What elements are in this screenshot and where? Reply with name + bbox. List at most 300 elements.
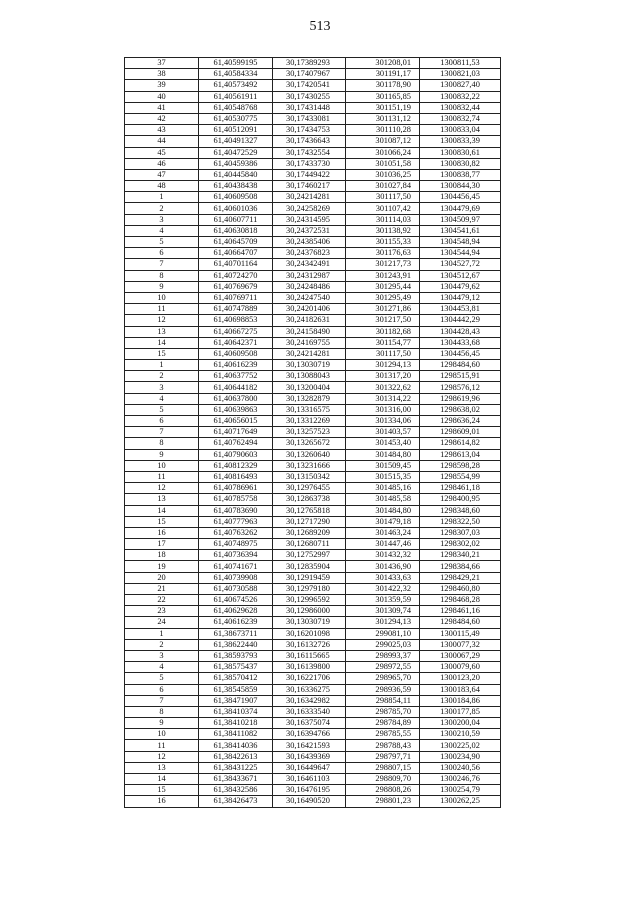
table-row [125, 796, 501, 807]
latitude-cell: 61,40730588 [199, 583, 273, 594]
point-number-cell: 15 [125, 516, 199, 527]
table-row [125, 785, 501, 796]
point-number-cell: 20 [125, 572, 199, 583]
point-number-cell: 1 [125, 360, 199, 371]
x-coordinate-cell: 301334,06 [346, 416, 420, 427]
x-coordinate-cell: 298788,43 [346, 740, 420, 751]
y-coordinate-cell: 1300833,39 [420, 136, 501, 147]
longitude-cell: 30,16221706 [273, 673, 346, 684]
y-coordinate-cell: 1304456,45 [420, 192, 501, 203]
table-row [125, 505, 501, 516]
longitude-cell: 30,13150342 [273, 471, 346, 482]
x-coordinate-cell: 301485,16 [346, 483, 420, 494]
latitude-cell: 61,40783690 [199, 505, 273, 516]
longitude-cell: 30,13088043 [273, 371, 346, 382]
longitude-cell: 30,16394766 [273, 729, 346, 740]
table-row [125, 595, 501, 606]
latitude-cell: 61,38575437 [199, 662, 273, 673]
longitude-cell: 30,24214281 [273, 192, 346, 203]
point-number-cell: 43 [125, 125, 199, 136]
table-row [125, 304, 501, 315]
y-coordinate-cell: 1298576,12 [420, 382, 501, 393]
longitude-cell: 30,24314595 [273, 214, 346, 225]
y-coordinate-cell: 1300827,40 [420, 80, 501, 91]
longitude-cell: 30,12717290 [273, 516, 346, 527]
y-coordinate-cell: 1298636,24 [420, 416, 501, 427]
x-coordinate-cell: 301217,50 [346, 315, 420, 326]
latitude-cell: 61,38422613 [199, 751, 273, 762]
table-row [125, 136, 501, 147]
table-row [125, 684, 501, 695]
x-coordinate-cell: 301243,91 [346, 270, 420, 281]
y-coordinate-cell: 1298619,96 [420, 393, 501, 404]
longitude-cell: 30,17460217 [273, 181, 346, 192]
y-coordinate-cell: 1298515,91 [420, 371, 501, 382]
y-coordinate-cell: 1300832,22 [420, 91, 501, 102]
y-coordinate-cell: 1300833,04 [420, 125, 501, 136]
point-number-cell: 2 [125, 203, 199, 214]
latitude-cell: 61,40530775 [199, 113, 273, 124]
point-number-cell: 5 [125, 673, 199, 684]
y-coordinate-cell: 1298468,28 [420, 595, 501, 606]
table-row [125, 494, 501, 505]
point-number-cell: 10 [125, 729, 199, 740]
x-coordinate-cell: 298785,70 [346, 706, 420, 717]
point-number-cell: 6 [125, 684, 199, 695]
point-number-cell: 21 [125, 583, 199, 594]
table-row [125, 169, 501, 180]
x-coordinate-cell: 301271,86 [346, 304, 420, 315]
latitude-cell: 61,40609508 [199, 348, 273, 359]
x-coordinate-cell: 301294,13 [346, 360, 420, 371]
y-coordinate-cell: 1304428,43 [420, 326, 501, 337]
table-row [125, 695, 501, 706]
y-coordinate-cell: 1300123,20 [420, 673, 501, 684]
point-number-cell: 38 [125, 69, 199, 80]
latitude-cell: 61,40748975 [199, 539, 273, 550]
latitude-cell: 61,40667275 [199, 326, 273, 337]
y-coordinate-cell: 1298460,80 [420, 583, 501, 594]
latitude-cell: 61,38414036 [199, 740, 273, 751]
longitude-cell: 30,13316575 [273, 404, 346, 415]
x-coordinate-cell: 301176,63 [346, 248, 420, 259]
point-number-cell: 7 [125, 427, 199, 438]
longitude-cell: 30,17449422 [273, 169, 346, 180]
x-coordinate-cell: 301036,25 [346, 169, 420, 180]
y-coordinate-cell: 1298400,95 [420, 494, 501, 505]
point-number-cell: 4 [125, 393, 199, 404]
longitude-cell: 30,13260640 [273, 449, 346, 460]
latitude-cell: 61,40763262 [199, 527, 273, 538]
longitude-cell: 30,12986000 [273, 606, 346, 617]
longitude-cell: 30,12680711 [273, 539, 346, 550]
page-number: 513 [309, 19, 331, 34]
longitude-cell: 30,24158490 [273, 326, 346, 337]
x-coordinate-cell: 301138,92 [346, 225, 420, 236]
point-number-cell: 3 [125, 214, 199, 225]
longitude-cell: 30,12979180 [273, 583, 346, 594]
longitude-cell: 30,12752997 [273, 550, 346, 561]
y-coordinate-cell: 1300254,79 [420, 785, 501, 796]
y-coordinate-cell: 1304544,94 [420, 248, 501, 259]
latitude-cell: 61,40724270 [199, 270, 273, 281]
x-coordinate-cell: 301208,01 [346, 58, 420, 69]
x-coordinate-cell: 298801,23 [346, 796, 420, 807]
y-coordinate-cell: 1298554,99 [420, 471, 501, 482]
y-coordinate-cell: 1304512,67 [420, 270, 501, 281]
point-number-cell: 41 [125, 102, 199, 113]
longitude-cell: 30,16333540 [273, 706, 346, 717]
table-row [125, 550, 501, 561]
point-number-cell: 3 [125, 382, 199, 393]
table-row [125, 281, 501, 292]
point-number-cell: 11 [125, 304, 199, 315]
latitude-cell: 61,40664707 [199, 248, 273, 259]
latitude-cell: 61,40816493 [199, 471, 273, 482]
table-row [125, 572, 501, 583]
latitude-cell: 61,38431225 [199, 762, 273, 773]
latitude-cell: 61,40769711 [199, 292, 273, 303]
x-coordinate-cell: 298965,70 [346, 673, 420, 684]
longitude-cell: 30,17407967 [273, 69, 346, 80]
y-coordinate-cell: 1298461,16 [420, 606, 501, 617]
point-number-cell: 7 [125, 259, 199, 270]
y-coordinate-cell: 1300246,76 [420, 774, 501, 785]
point-number-cell: 16 [125, 796, 199, 807]
x-coordinate-cell: 299025,03 [346, 639, 420, 650]
longitude-cell: 30,24376823 [273, 248, 346, 259]
point-number-cell: 14 [125, 774, 199, 785]
y-coordinate-cell: 1300262,25 [420, 796, 501, 807]
x-coordinate-cell: 301027,84 [346, 181, 420, 192]
longitude-cell: 30,16439369 [273, 751, 346, 762]
table-row [125, 147, 501, 158]
y-coordinate-cell: 1304479,62 [420, 281, 501, 292]
point-number-cell: 14 [125, 505, 199, 516]
longitude-cell: 30,24169755 [273, 337, 346, 348]
table-row [125, 259, 501, 270]
latitude-cell: 61,40616239 [199, 617, 273, 628]
point-number-cell: 11 [125, 471, 199, 482]
longitude-cell: 30,16476195 [273, 785, 346, 796]
y-coordinate-cell: 1300200,04 [420, 718, 501, 729]
x-coordinate-cell: 301114,03 [346, 214, 420, 225]
latitude-cell: 61,40739908 [199, 572, 273, 583]
point-number-cell: 3 [125, 650, 199, 661]
table-row [125, 203, 501, 214]
latitude-cell: 61,40601036 [199, 203, 273, 214]
x-coordinate-cell: 301155,33 [346, 237, 420, 248]
table-row [125, 214, 501, 225]
latitude-cell: 61,38622440 [199, 639, 273, 650]
x-coordinate-cell: 301087,12 [346, 136, 420, 147]
latitude-cell: 61,38545859 [199, 684, 273, 695]
table-row [125, 539, 501, 550]
latitude-cell: 61,40790603 [199, 449, 273, 460]
point-number-cell: 4 [125, 225, 199, 236]
longitude-cell: 30,17433081 [273, 113, 346, 124]
longitude-cell: 30,24214281 [273, 348, 346, 359]
table-row [125, 718, 501, 729]
x-coordinate-cell: 298784,89 [346, 718, 420, 729]
latitude-cell: 61,40785758 [199, 494, 273, 505]
y-coordinate-cell: 1304541,61 [420, 225, 501, 236]
longitude-cell: 30,12835904 [273, 561, 346, 572]
latitude-cell: 61,38471907 [199, 695, 273, 706]
table-row [125, 617, 501, 628]
y-coordinate-cell: 1300830,61 [420, 147, 501, 158]
y-coordinate-cell: 1304453,81 [420, 304, 501, 315]
longitude-cell: 30,24258269 [273, 203, 346, 214]
point-number-cell: 7 [125, 695, 199, 706]
y-coordinate-cell: 1298302,02 [420, 539, 501, 550]
point-number-cell: 24 [125, 617, 199, 628]
longitude-cell: 30,17420541 [273, 80, 346, 91]
point-number-cell: 9 [125, 281, 199, 292]
y-coordinate-cell: 1298484,60 [420, 360, 501, 371]
table-row [125, 181, 501, 192]
longitude-cell: 30,24372531 [273, 225, 346, 236]
table-row [125, 348, 501, 359]
x-coordinate-cell: 301433,63 [346, 572, 420, 583]
x-coordinate-cell: 301154,77 [346, 337, 420, 348]
latitude-cell: 61,38426473 [199, 796, 273, 807]
x-coordinate-cell: 301484,80 [346, 505, 420, 516]
longitude-cell: 30,16342982 [273, 695, 346, 706]
x-coordinate-cell: 298993,37 [346, 650, 420, 661]
x-coordinate-cell: 301436,90 [346, 561, 420, 572]
longitude-cell: 30,16461103 [273, 774, 346, 785]
table-row [125, 248, 501, 259]
longitude-cell: 30,24385406 [273, 237, 346, 248]
point-number-cell: 9 [125, 718, 199, 729]
x-coordinate-cell: 301485,58 [346, 494, 420, 505]
point-number-cell: 6 [125, 248, 199, 259]
table-row [125, 404, 501, 415]
x-coordinate-cell: 301316,00 [346, 404, 420, 415]
longitude-cell: 30,24247540 [273, 292, 346, 303]
x-coordinate-cell: 301165,85 [346, 91, 420, 102]
table-row [125, 158, 501, 169]
longitude-cell: 30,13030719 [273, 617, 346, 628]
x-coordinate-cell: 301453,40 [346, 438, 420, 449]
point-number-cell: 5 [125, 237, 199, 248]
table-row [125, 225, 501, 236]
y-coordinate-cell: 1300234,90 [420, 751, 501, 762]
point-number-cell: 5 [125, 404, 199, 415]
y-coordinate-cell: 1300844,30 [420, 181, 501, 192]
table-row [125, 125, 501, 136]
point-number-cell: 12 [125, 315, 199, 326]
y-coordinate-cell: 1300240,56 [420, 762, 501, 773]
latitude-cell: 61,38673711 [199, 628, 273, 639]
point-number-cell: 13 [125, 326, 199, 337]
x-coordinate-cell: 298809,70 [346, 774, 420, 785]
x-coordinate-cell: 301151,19 [346, 102, 420, 113]
point-number-cell: 23 [125, 606, 199, 617]
latitude-cell: 61,40491327 [199, 136, 273, 147]
point-number-cell: 9 [125, 449, 199, 460]
latitude-cell: 61,40637752 [199, 371, 273, 382]
longitude-cell: 30,16375074 [273, 718, 346, 729]
x-coordinate-cell: 299081,10 [346, 628, 420, 639]
y-coordinate-cell: 1300177,85 [420, 706, 501, 717]
point-number-cell: 14 [125, 337, 199, 348]
y-coordinate-cell: 1300838,77 [420, 169, 501, 180]
y-coordinate-cell: 1300210,59 [420, 729, 501, 740]
point-number-cell: 37 [125, 58, 199, 69]
point-number-cell: 46 [125, 158, 199, 169]
latitude-cell: 61,40741671 [199, 561, 273, 572]
point-number-cell: 17 [125, 539, 199, 550]
point-number-cell: 48 [125, 181, 199, 192]
y-coordinate-cell: 1300811,53 [420, 58, 501, 69]
longitude-cell: 30,16449647 [273, 762, 346, 773]
longitude-cell: 30,12919459 [273, 572, 346, 583]
longitude-cell: 30,13282879 [273, 393, 346, 404]
x-coordinate-cell: 301422,32 [346, 583, 420, 594]
table-row [125, 337, 501, 348]
point-number-cell: 42 [125, 113, 199, 124]
point-number-cell: 13 [125, 494, 199, 505]
latitude-cell: 61,40642371 [199, 337, 273, 348]
x-coordinate-cell: 301117,50 [346, 192, 420, 203]
point-number-cell: 10 [125, 460, 199, 471]
x-coordinate-cell: 301131,12 [346, 113, 420, 124]
table-row [125, 706, 501, 717]
point-number-cell: 16 [125, 527, 199, 538]
latitude-cell: 61,40584334 [199, 69, 273, 80]
longitude-cell: 30,12765818 [273, 505, 346, 516]
y-coordinate-cell: 1304527,72 [420, 259, 501, 270]
longitude-cell: 30,17431448 [273, 102, 346, 113]
table-row [125, 516, 501, 527]
table-row [125, 371, 501, 382]
table-row [125, 113, 501, 124]
x-coordinate-cell: 301178,90 [346, 80, 420, 91]
latitude-cell: 61,40786961 [199, 483, 273, 494]
x-coordinate-cell: 301182,68 [346, 326, 420, 337]
table-row [125, 438, 501, 449]
point-number-cell: 45 [125, 147, 199, 158]
y-coordinate-cell: 1298609,01 [420, 427, 501, 438]
latitude-cell: 61,40656015 [199, 416, 273, 427]
latitude-cell: 61,40512091 [199, 125, 273, 136]
x-coordinate-cell: 298807,15 [346, 762, 420, 773]
longitude-cell: 30,13231666 [273, 460, 346, 471]
longitude-cell: 30,13030719 [273, 360, 346, 371]
longitude-cell: 30,24248486 [273, 281, 346, 292]
longitude-cell: 30,16139800 [273, 662, 346, 673]
table-row [125, 382, 501, 393]
x-coordinate-cell: 301066,24 [346, 147, 420, 158]
x-coordinate-cell: 301515,35 [346, 471, 420, 482]
latitude-cell: 61,40445840 [199, 169, 273, 180]
latitude-cell: 61,38432586 [199, 785, 273, 796]
point-number-cell: 18 [125, 550, 199, 561]
point-number-cell: 8 [125, 270, 199, 281]
y-coordinate-cell: 1298429,21 [420, 572, 501, 583]
table-row [125, 471, 501, 482]
latitude-cell: 61,40472529 [199, 147, 273, 158]
x-coordinate-cell: 301110,28 [346, 125, 420, 136]
point-number-cell: 8 [125, 438, 199, 449]
y-coordinate-cell: 1304433,68 [420, 337, 501, 348]
point-number-cell: 2 [125, 371, 199, 382]
table-row [125, 650, 501, 661]
x-coordinate-cell: 301509,45 [346, 460, 420, 471]
table-row [125, 673, 501, 684]
x-coordinate-cell: 301191,17 [346, 69, 420, 80]
table-row [125, 606, 501, 617]
longitude-cell: 30,12863738 [273, 494, 346, 505]
x-coordinate-cell: 301107,42 [346, 203, 420, 214]
x-coordinate-cell: 301051,58 [346, 158, 420, 169]
point-number-cell: 39 [125, 80, 199, 91]
latitude-cell: 61,40573492 [199, 80, 273, 91]
latitude-cell: 61,40561911 [199, 91, 273, 102]
table-row [125, 561, 501, 572]
latitude-cell: 61,40762494 [199, 438, 273, 449]
point-number-cell: 2 [125, 639, 199, 650]
x-coordinate-cell: 301484,80 [346, 449, 420, 460]
longitude-cell: 30,16132726 [273, 639, 346, 650]
point-number-cell: 11 [125, 740, 199, 751]
y-coordinate-cell: 1300830,82 [420, 158, 501, 169]
y-coordinate-cell: 1304509,97 [420, 214, 501, 225]
longitude-cell: 30,13257523 [273, 427, 346, 438]
y-coordinate-cell: 1298638,02 [420, 404, 501, 415]
y-coordinate-cell: 1300821,03 [420, 69, 501, 80]
point-number-cell: 44 [125, 136, 199, 147]
table-row [125, 460, 501, 471]
latitude-cell: 61,40698853 [199, 315, 273, 326]
table-row [125, 80, 501, 91]
table-row [125, 326, 501, 337]
coordinates-table [124, 57, 501, 808]
latitude-cell: 61,40747889 [199, 304, 273, 315]
x-coordinate-cell: 301217,73 [346, 259, 420, 270]
table-row [125, 427, 501, 438]
y-coordinate-cell: 1300115,49 [420, 628, 501, 639]
table-row [125, 774, 501, 785]
table-row [125, 483, 501, 494]
longitude-cell: 30,17436643 [273, 136, 346, 147]
latitude-cell: 61,40645709 [199, 237, 273, 248]
y-coordinate-cell: 1300225,02 [420, 740, 501, 751]
table-row [125, 762, 501, 773]
x-coordinate-cell: 298785,55 [346, 729, 420, 740]
coordinates-table-body [125, 58, 501, 808]
table-row [125, 639, 501, 650]
table-row [125, 751, 501, 762]
table-row [125, 237, 501, 248]
longitude-cell: 30,24201406 [273, 304, 346, 315]
point-number-cell: 19 [125, 561, 199, 572]
table-row [125, 628, 501, 639]
latitude-cell: 61,40637800 [199, 393, 273, 404]
y-coordinate-cell: 1300184,86 [420, 695, 501, 706]
x-coordinate-cell: 301432,32 [346, 550, 420, 561]
x-coordinate-cell: 301309,74 [346, 606, 420, 617]
y-coordinate-cell: 1300183,64 [420, 684, 501, 695]
longitude-cell: 30,13200404 [273, 382, 346, 393]
latitude-cell: 61,38570412 [199, 673, 273, 684]
table-row [125, 270, 501, 281]
latitude-cell: 61,40607711 [199, 214, 273, 225]
y-coordinate-cell: 1304479,12 [420, 292, 501, 303]
y-coordinate-cell: 1300832,74 [420, 113, 501, 124]
